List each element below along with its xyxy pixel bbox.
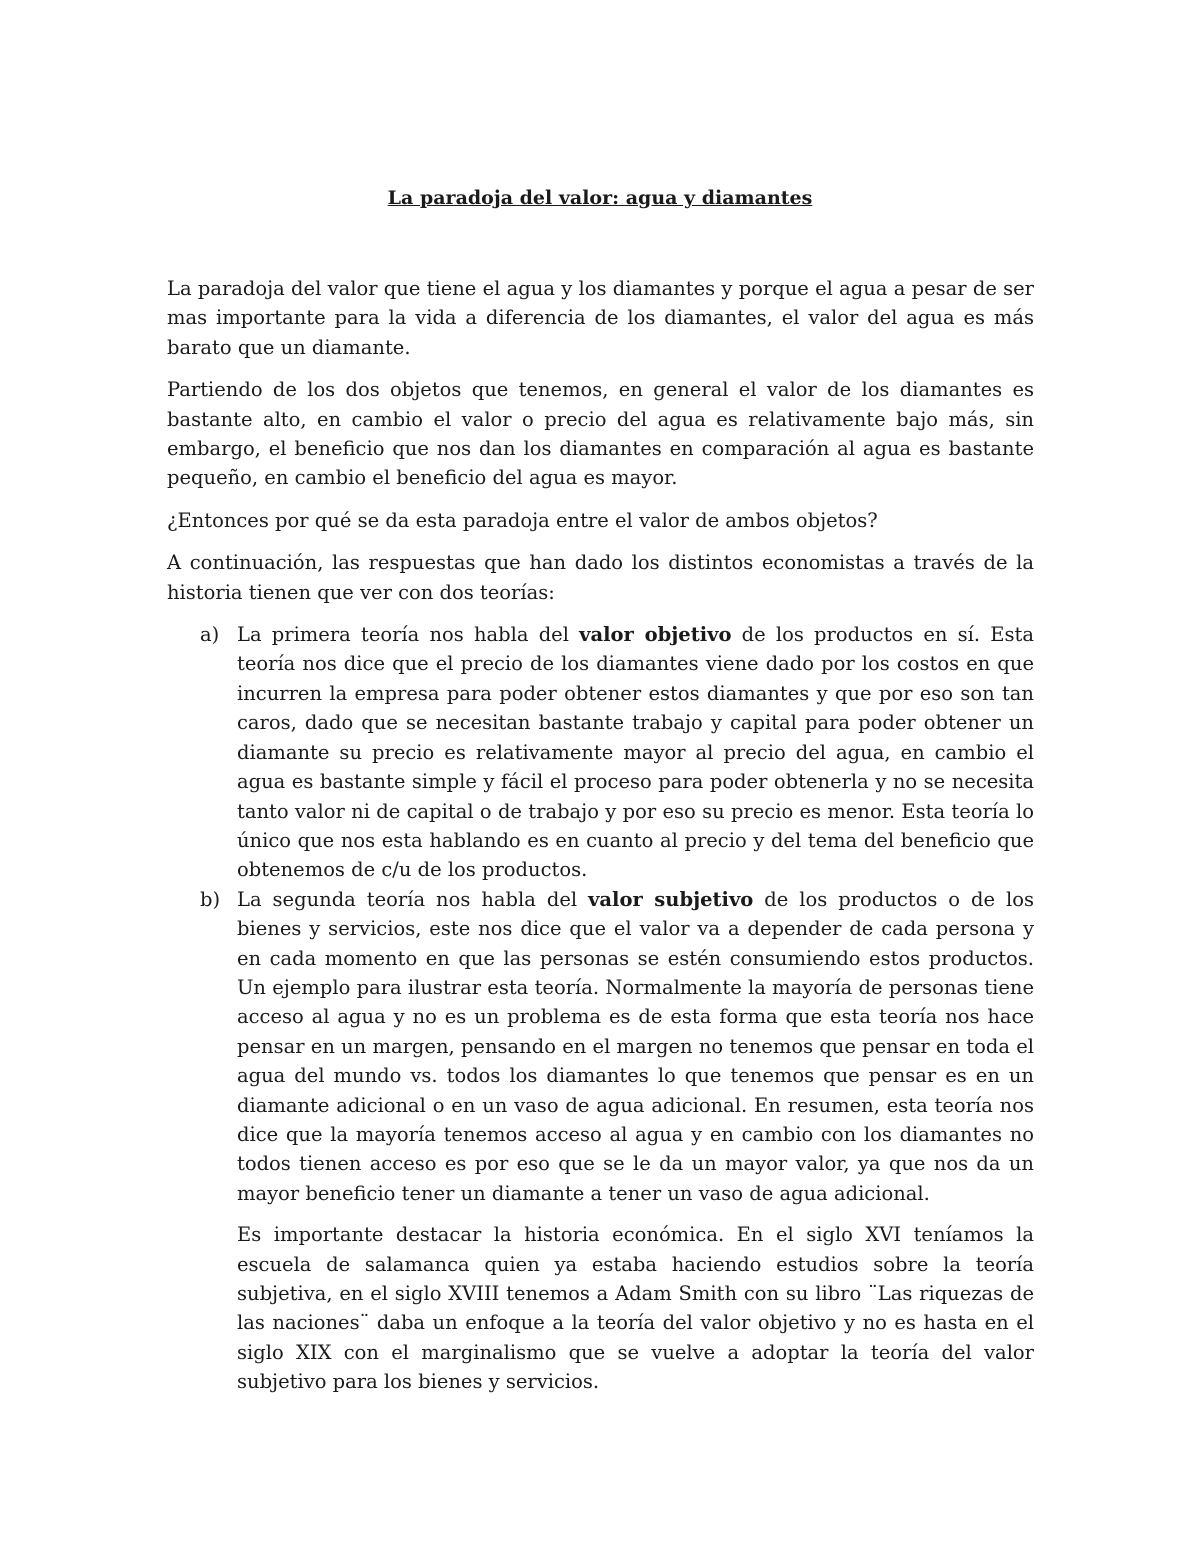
list-item-bold-term: valor objetivo	[579, 623, 732, 647]
document-title: La paradoja del valor: agua y diamantes	[387, 187, 813, 209]
comparison-paragraph: Partiendo de los dos objetos que tenemos, en general el valor de los diamantes es bastante alto, en cambio el valor o precio del agua es relativamente bajo más, sin embargo, el beneficio que nos dan los diamantes en comparación al agua es bastante pequeño, en cambio el beneficio del agua es mayor.	[167, 378, 1034, 490]
document-body	[167, 274, 1034, 1410]
intro-paragraph: La paradoja del valor que tiene el agua y los diamantes y porque el agua a pesar de ser mas importante para la vida a diferencia de los diamantes, el valor del agua es más barato que un diamante.	[167, 277, 1034, 359]
history-paragraph: Es importante destacar la historia económica. En el siglo XVI teníamos la escuela de salamanca quien ya estaba haciendo estudios sobre la teoría subjetiva, en el siglo XVIII tenemos a Adam Smith con su libro ¨Las riquezas de las naciones¨ daba un enfoque a la teoría del valor objetivo y no es hasta en el siglo XIX con el marginalismo que se vuelve a adoptar la teoría del valor subjetivo para los bienes y servicios.	[237, 1223, 1034, 1394]
list-item-text: de los productos en sí. Esta teoría nos dice que el precio de los diamantes viene dado por los costos en que incurren la empresa para poder obtener estos diamantes y que por eso son tan caros, dado que se necesitan bastante trabajo y capital para poder obtener un diamante su precio es relativamente mayor al precio del agua, en cambio el agua es bastante simple y fácil el proceso para poder obtenerla y no se necesita tanto valor ni de capital o de trabajo y por eso su precio es menor. Esta teoría lo único que nos esta hablando es en cuanto al precio y del tema del beneficio que obtenemos de c/u de los productos.	[237, 623, 1034, 882]
list-item-text: de los productos o de los bienes y servicios, este nos dice que el valor va a depender de cada persona y en cada momento en que las personas se estén consumiendo estos productos. Un ejemplo para ilustrar esta teoría. Normalmente la mayoría de personas tiene acceso al agua y no es un problema es de esta forma que esta teoría nos hace pensar en un margen, pensando en el margen no tenemos que pensar en toda el agua del mundo vs. todos los diamantes lo que tenemos que pensar es en un diamante adicional o en un vaso de agua adicional. En resumen, esta teoría nos dice que la mayoría tenemos acceso al agua y en cambio con los diamantes no todos tienen acceso es por eso que se le da un mayor valor, ya que nos da un mayor beneficio tener un diamante a tener un vaso de agua adicional.	[237, 887, 1034, 1205]
list-item	[167, 620, 1034, 885]
theories-intro-paragraph: A continuación, las respuestas que han dado los distintos economistas a través de la historia tienen que ver con dos teorías:	[167, 551, 1034, 604]
list-item-bold-term: valor subjetivo	[588, 887, 754, 911]
question-paragraph: ¿Entonces por qué se da esta paradoja entre el valor de ambos objetos?	[167, 508, 878, 532]
list-marker: a)	[200, 623, 220, 647]
list-marker: b)	[200, 887, 221, 911]
theories-list	[167, 620, 1034, 1208]
list-item-text: La segunda teoría nos habla del	[237, 887, 589, 911]
list-item	[167, 885, 1034, 1208]
list-item-text: La primera teoría nos habla del	[237, 623, 580, 647]
